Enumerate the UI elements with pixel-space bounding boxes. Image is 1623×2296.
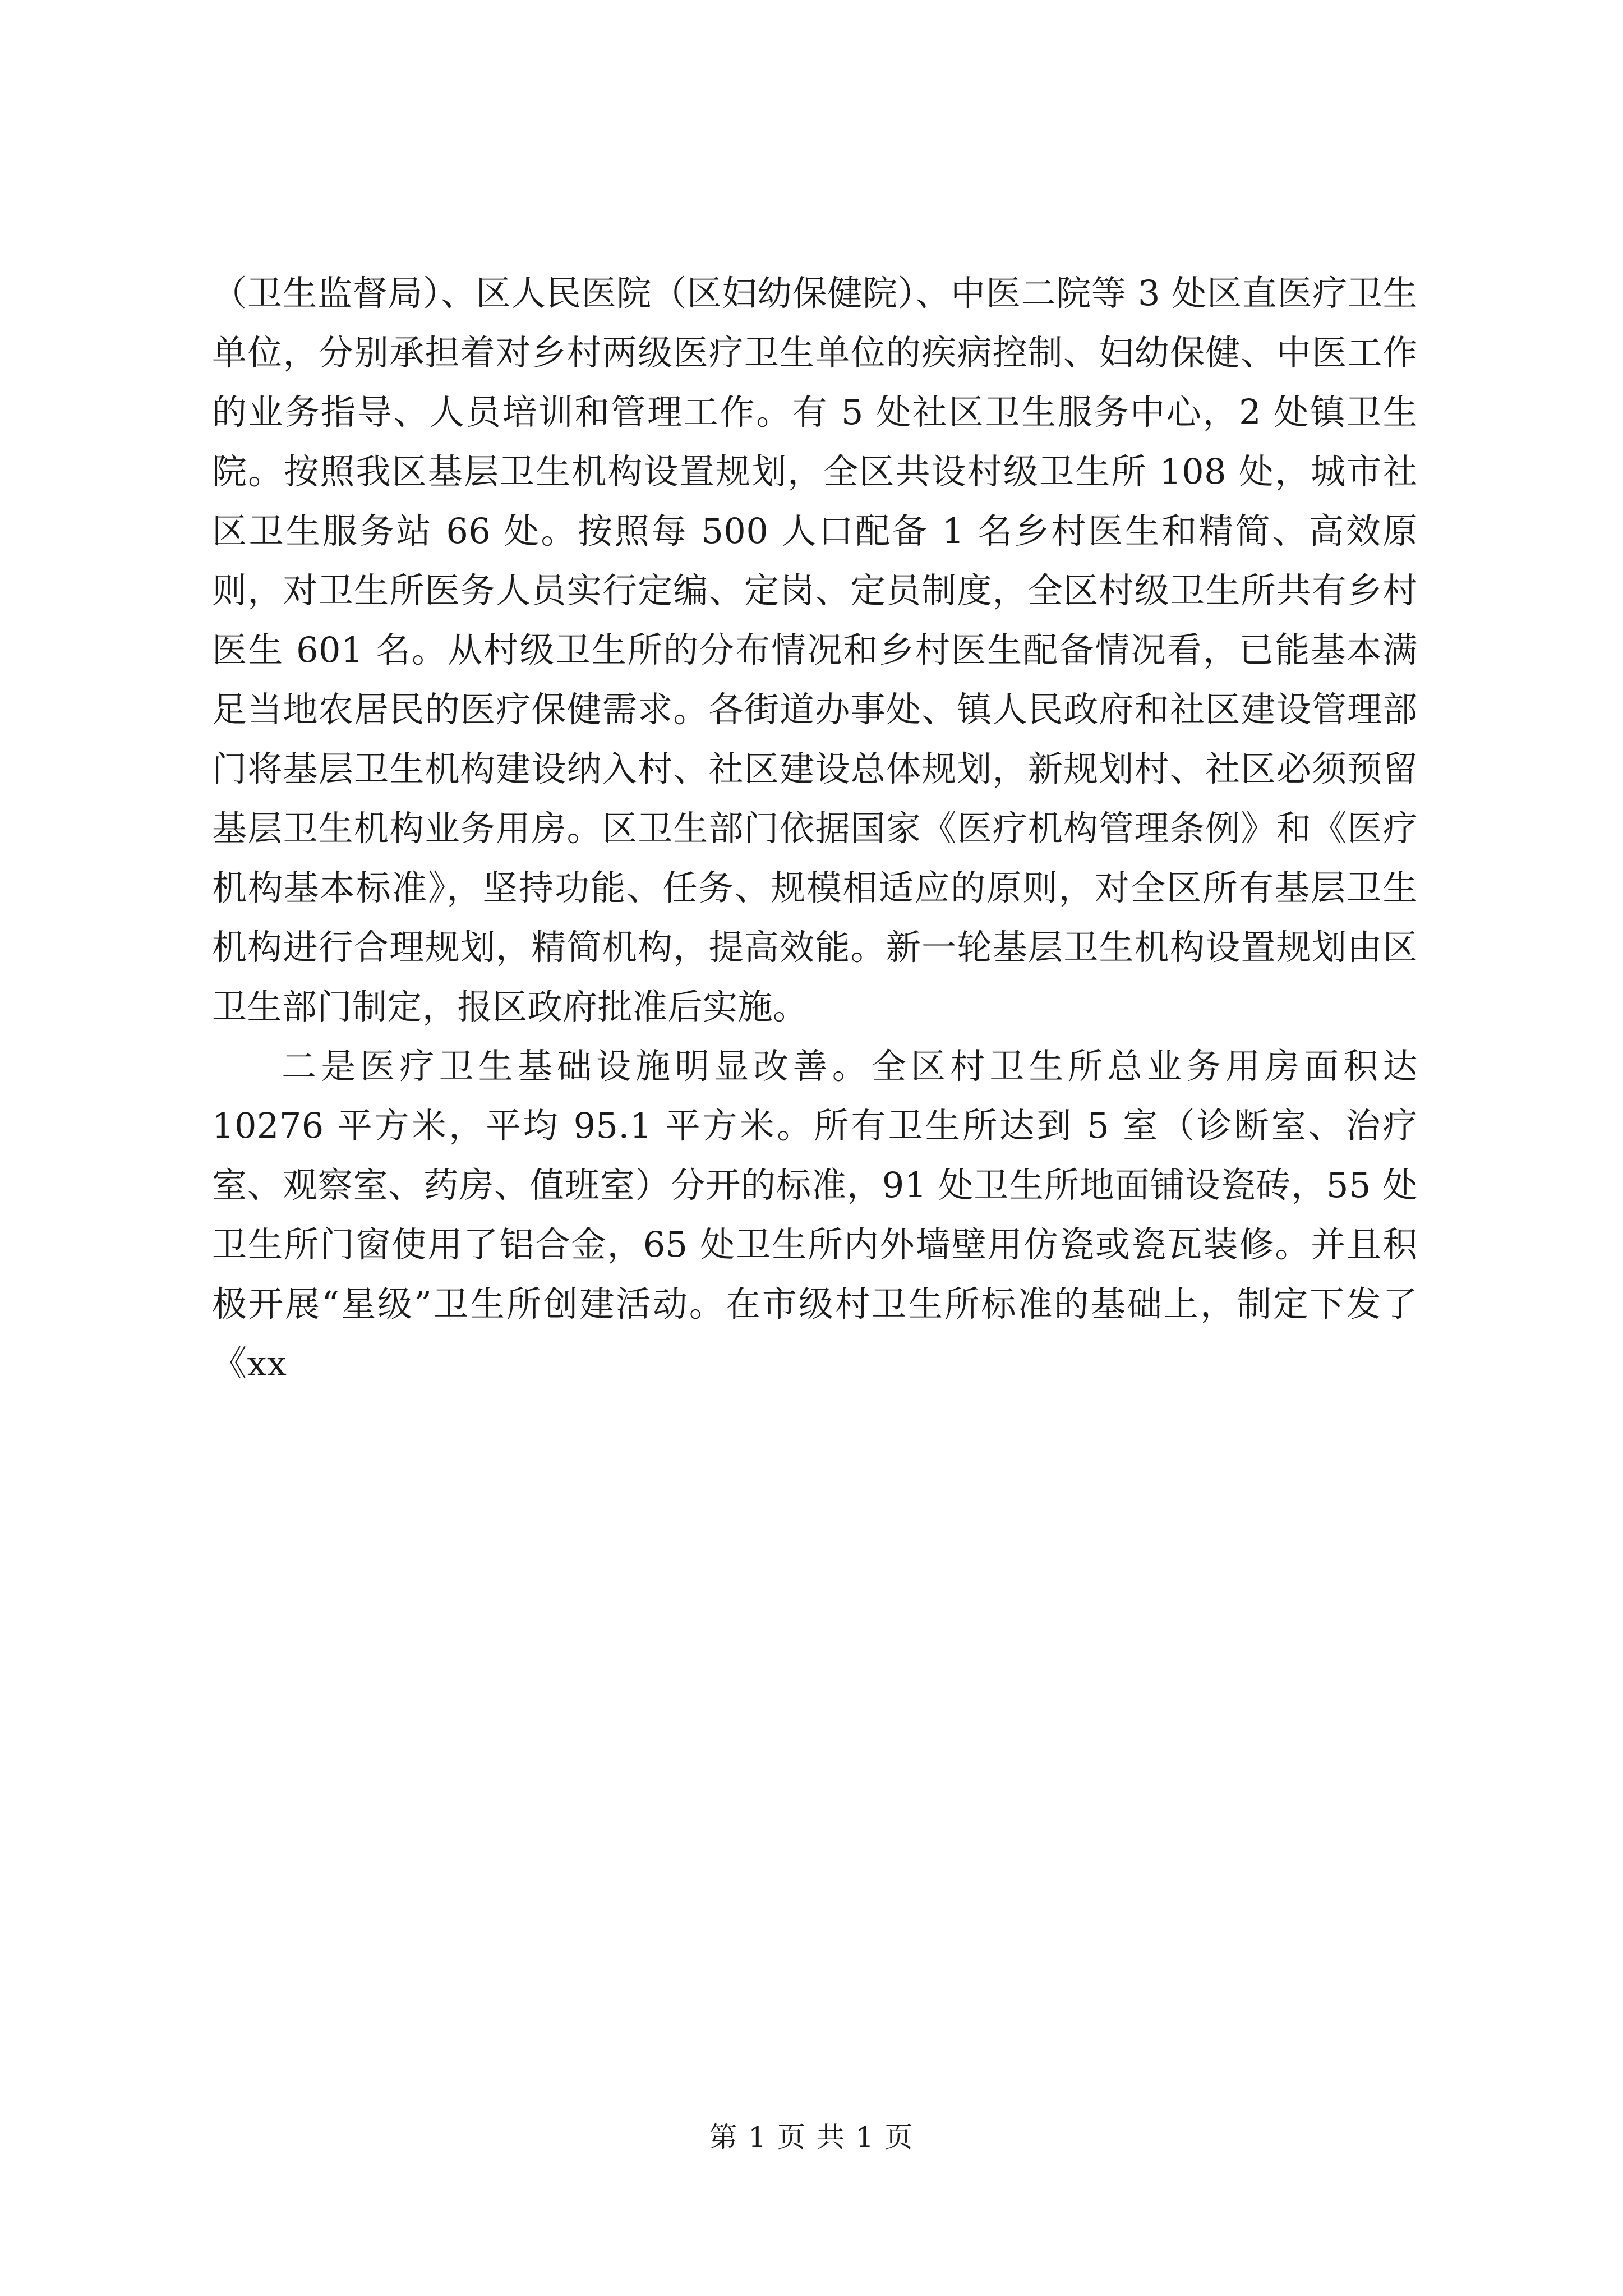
document-body xyxy=(212,264,1418,1393)
page-footer: 第 1 页 共 1 页 xyxy=(709,2121,914,2154)
paragraph-2: 二是医疗卫生基础设施明显改善。全区村卫生所总业务用房面积达 10276 平方米，平均 95.1 平方米。所有卫生所达到 5 室（诊断室、治疗室、观察室、药房、值班室）分开的标准，91 处卫生所地面铺设瓷砖，55 处卫生所门窗使用了铝合金，65 处卫生所内外墙壁用仿瓷或瓷瓦装修。并且积极开展“星级”卫生所创建活动。在市级村卫生所标准的基础上，制定下发了《xx xyxy=(212,1046,1418,1384)
paragraph-1: （卫生监督局）、区人民医院（区妇幼保健院）、中医二院等 3 处区直医疗卫生单位，分别承担着对乡村两级医疗卫生单位的疾病控制、妇幼保健、中医工作的业务指导、人员培训和管理工作。有 5 处社区卫生服务中心，2 处镇卫生院。按照我区基层卫生机构设置规划，全区共设村级卫生所 108 处，城市社区卫生服务站 66 处。按照每 500 人口配备 1 名乡村医生和精简、高效原则，对卫生所医务人员实行定编、定岗、定员制度，全区村级卫生所共有乡村医生 601 名。从村级卫生所的分布情况和乡村医生配备情况看，已能基本满足当地农居民的医疗保健需求。各街道办事处、镇人民政府和社区建设管理部门将基层卫生机构建设纳入村、社区建设总体规划，新规划村、社区必须预留基层卫生机构业务用房。区卫生部门依据国家《医疗机构管理条例》和《医疗机构基本标准》，坚持功能、任务、规模相适应的原则，对全区所有基层卫生机构进行合理规划，精简机构，提高效能。新一轮基层卫生机构设置规划由区卫生部门制定，报区政府批准后实施。 xyxy=(212,273,1418,1027)
